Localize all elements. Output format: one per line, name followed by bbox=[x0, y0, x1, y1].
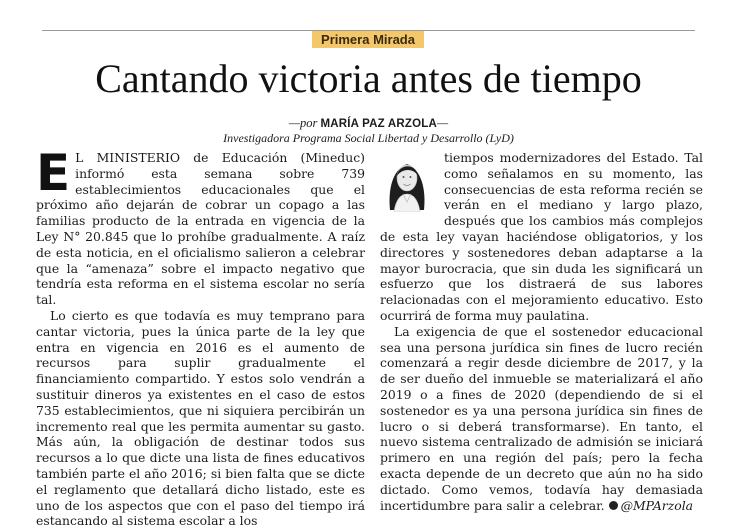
byline-prefix: —por bbox=[288, 116, 318, 130]
twitter-handle: @MPArzola bbox=[620, 497, 694, 513]
paragraph-1 bbox=[36, 144, 365, 308]
byline-suffix: — bbox=[436, 116, 449, 130]
paragraph-3-text: La exigencia de que el sostenedor educacional sea una persona jurídica sin fines de lucro recién comenzará a regir desde diciembre de 2017, y la de ser dueño del inmueble se materializará el año 2019 o a fines de 2020 (dependiendo de si el sostenedor es ya una persona jurídica sin fines de lucro o si deberá transformarse). En tanto, el nuevo sistema centralizado de admisión se iniciará primero en una región del país; pero la fecha exacta depende de un decreto que aún no ha sido dictado. Como vemos, todavía hay demasiada incertidumbre para salir a celebrar. bbox=[380, 323, 703, 513]
author-photo bbox=[376, 150, 438, 212]
author-affiliation: Investigadora Programa Social Libertad y Desarrollo (LyD) bbox=[223, 131, 514, 145]
twitter-icon bbox=[609, 501, 618, 510]
byline bbox=[0, 116, 737, 132]
paragraph-3 bbox=[380, 324, 703, 514]
article-column-right bbox=[380, 150, 703, 513]
paragraph-2: Lo cierto es que todavía es muy temprano para cantar victoria, pues la única parte de la ley que entra en vigencia en 2016 es el aumento de recursos para suplir gradualmente el financiamiento compartido. Y estos solo vendrán a sustituir dineros ya existentes en el caso de estos 735 establecimientos, que ni siquiera percibirán un incremento real que les permita aumentar su gasto. Más aún, la obligación de destinar todos sus recursos a lo que dicte una lista de fines educativos también parte el año 2016; si bien falta que se dicte el reglamento que detallará dicho listado, este es uno de los aspectos que con el paso del tiempo irá estancando al sistema escolar a los bbox=[36, 307, 365, 529]
headline: Cantando victoria antes de tiempo bbox=[95, 56, 642, 101]
drop-cap: E bbox=[36, 144, 71, 202]
section-label: Primera Mirada bbox=[312, 31, 424, 48]
paragraph-2-continued: tiempos modernizadores del Estado. Tal como señalamos en su momento, las consecuencias de esta reforma recién se verán en el mediano y largo plazo, después que los cambios más complejos de esta ley vayan haciéndose obligatorios, y los directores y sostenedores deban adaptarse a la mayor burocracia, que sin duda les significará un esfuerzo que los distraerá de sus labores relacionadas con el mejoramiento educativo. Esto ocurrirá de forma muy paulatina. bbox=[380, 150, 703, 323]
author-name: MARÍA PAZ ARZOLA bbox=[320, 118, 437, 130]
paragraph-1-text: L MINISTERIO de Educación (Mineduc) informó esta semana sobre 739 establecimientos educacionales que el próximo año dejarán de cobrar un copago a las familias producto de la entrada en vigencia de la Ley N° 20.845 que lo prohíbe gradualmente. A raíz de esta noticia, en el oficialismo salieron a celebrar que la “amenaza” sobre el impacto negativo que tendría esta reforma en el sistema escolar no sería tal. bbox=[36, 150, 365, 308]
article-column-left bbox=[36, 144, 365, 529]
